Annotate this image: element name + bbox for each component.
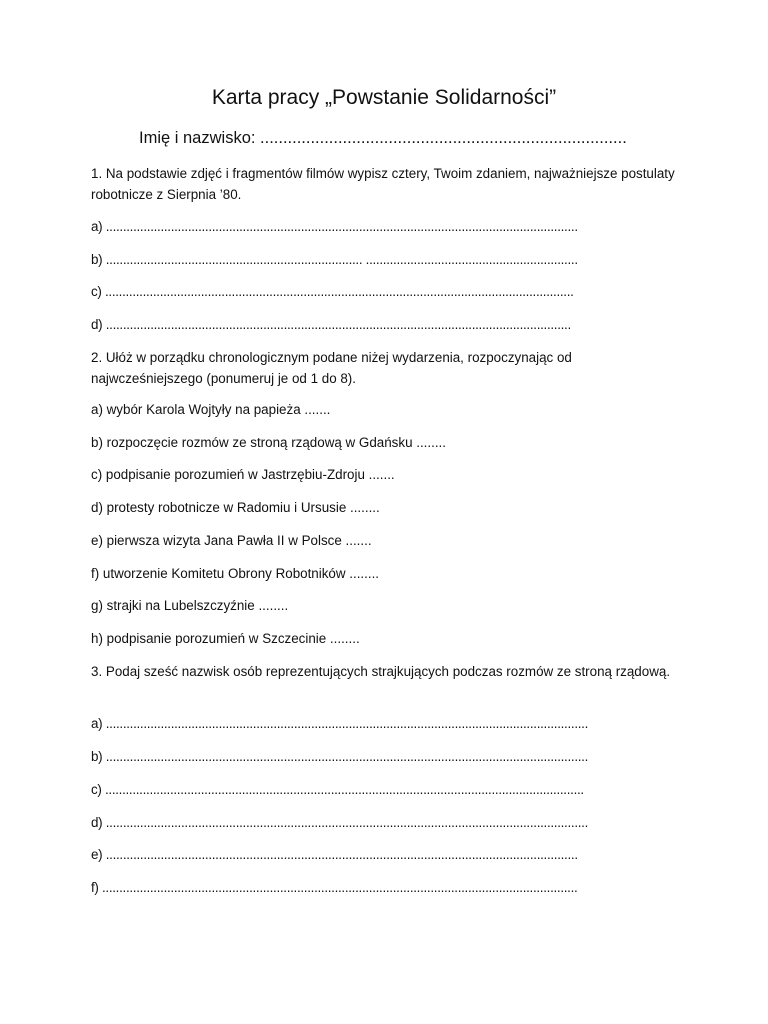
question-2-event-a: a) wybór Karola Wojtyły na papieża ....... <box>91 402 331 417</box>
question-3-answer-b: b) ............................................................................................................................................. <box>91 749 588 764</box>
question-3-answer-d: d) ............................................................................................................................................. <box>91 815 588 830</box>
question-3-text: 3. Podaj sześć nazwisk osób reprezentujących strajkujących podczas rozmów ze stroną rządową. <box>91 664 671 679</box>
question-2-event-d: d) protesty robotnicze w Radomiu i Ursusie ........ <box>91 500 380 515</box>
question-1-text: 1. Na podstawie zdjęć i fragmentów filmów wypisz cztery, Twoim zdaniem, najważniejsze postulaty robotnicze z Sierpnia ’80. <box>91 166 675 202</box>
student-name-line: Imię i nazwisko: ................................................................................ <box>139 129 627 147</box>
question-1-answer-a: a) .......................................................................................................................................... <box>91 219 578 234</box>
question-3-answer-c: c) ............................................................................................................................................ <box>91 782 584 797</box>
question-3-answer-f: f) ........................................................................................................................................... <box>91 880 578 895</box>
question-2-text: 2. Ułóż w porządku chronologicznym podane niżej wydarzenia, rozpoczynając od najwcześniejszego (ponumeruj je od 1 do 8). <box>91 350 572 386</box>
question-2-event-b: b) rozpoczęcie rozmów ze stroną rządową w Gdańsku ........ <box>91 435 446 450</box>
page-title: Karta pracy „Powstanie Solidarności” <box>211 86 557 109</box>
question-3-answer-a: a) ............................................................................................................................................. <box>91 716 588 731</box>
question-2-event-e: e) pierwsza wizyta Jana Pawła II w Polsce ....... <box>91 533 372 548</box>
question-2-event-h: h) podpisanie porozumień w Szczecinie ........ <box>91 631 360 646</box>
question-1-answer-b: b) ........................................................................... .............................................................. <box>91 252 578 267</box>
question-1-answer-d: d) ........................................................................................................................................ <box>91 317 571 332</box>
question-2-event-g: g) strajki na Lubelszczyźnie ........ <box>91 598 289 613</box>
question-3-answer-e: e) .......................................................................................................................................... <box>91 847 578 862</box>
question-2-event-f: f) utworzenie Komitetu Obrony Robotników ........ <box>91 566 380 581</box>
question-2-event-c: c) podpisanie porozumień w Jastrzębiu-Zdroju ....... <box>91 467 395 482</box>
question-1-answer-c: c) ......................................................................................................................................... <box>91 284 574 299</box>
